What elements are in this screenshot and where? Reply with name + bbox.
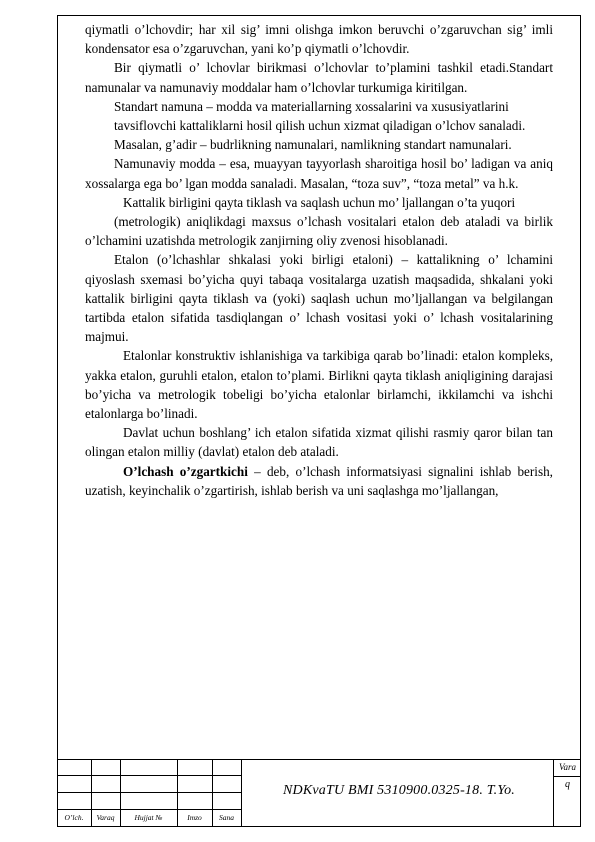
document-code: NDKvaTU BMI 5310900.0325-18. T.Yo. — [283, 783, 515, 798]
paragraph: Masalan, g’adir – budrlikning namunalari, namlikning standart namunalari. — [114, 137, 512, 153]
sheet-label: Vara — [558, 762, 576, 772]
paragraph: Kattalik birligini qayta tiklash va saqlash uchun mo’ ljallangan o’ta yuqori — [123, 194, 516, 210]
title-block — [57, 759, 581, 827]
paragraph: tavsiflovchi kattaliklarni hosil qilish uchun xizmat qiladigan o’lchov sanaladi. — [114, 118, 526, 134]
paragraph: Bir qiymatli o’ lchovlar birikmasi o’lchovlar to’plamini tashkil etadi.Standart namunalar va namunaviy moddalar ham o’lchovlar turkumiga kiritilgan. — [85, 60, 553, 95]
header-olch: O’lch. — [64, 813, 84, 822]
paragraph: Etalon (o’lchashlar shkalasi yoki birligi etaloni) – kattalikning o’ lchamini qiyoslash sxemasi bo’yicha quyi tabaqa vositalarga uzatish maqsadida, shkalani yoki kattalik birligini qayta tiklash va (yoki) saqlash uchun mo’ljallangan va belgilangan tartibda etalon sifatida tasdiqlangan o’ lchash vositasi yoki o’ lchash vositalarining majmui. — [85, 252, 553, 345]
paragraph: Etalonlar konstruktiv ishlanishiga va tarkibiga qarab bo’linadi: etalon kompleks, yakka etalon, guruhli etalon, etalon to’plami. Birlikni qayta tiklash aniqligining darajasi bo’yicha va metrologik tobeligi bo’yicha etalonlar birlamchi, ikkilamchi va ishchi etalonlarga bo’linadi. — [85, 348, 553, 422]
header-sana: Sana — [219, 813, 234, 822]
header-hujjat: Hujjat № — [134, 813, 163, 822]
header-imzo: Imzo — [187, 813, 202, 822]
paragraph-definition — [85, 462, 553, 500]
paragraph: (metrologik) aniqlikdagi maxsus o’lchash vositalari etalon deb ataladi va birlik o’lchamini uzatishda metrologik zanjirning oliy zvenosi hisoblanadi. — [85, 214, 553, 249]
paragraph: Davlat uchun boshlang’ ich etalon sifatida xizmat qilishi rasmiy qaror bilan tan olingan etalon milliy (davlat) etalon deb ataladi. — [85, 425, 553, 460]
page-number: q — [565, 779, 570, 790]
paragraph: qiymatli o’lchovdir; har xil sig’ imni olishga imkon beruvchi o’zgaruvchan sig’ imli kondensator esa o’zgaruvchan, yani ko’p qiymatli o’lchovdir. — [85, 22, 553, 57]
paragraph: Namunaviy modda – esa, muayyan tayyorlash sharoitiga hosil bo’ ladigan va aniq xossalarga ega bo’ lgan modda sanaladi. Masalan, “toza suv”, “toza metal” va h.k. — [85, 156, 553, 191]
definition-text: – deb, o’lchash informatsiyasi signalini ishlab berish, uzatish, keyinchalik o’zgartirish, ishlab berish va uni saqlashga mo’ljallangan, — [85, 463, 553, 498]
defined-term: O’lchash o’zgartkichi — [123, 463, 248, 479]
paragraph: Standart namuna – modda va materiallarning xossalarini va xususiyatlarini — [114, 98, 509, 114]
document-body — [85, 20, 553, 500]
header-varaq: Varaq — [96, 813, 115, 822]
